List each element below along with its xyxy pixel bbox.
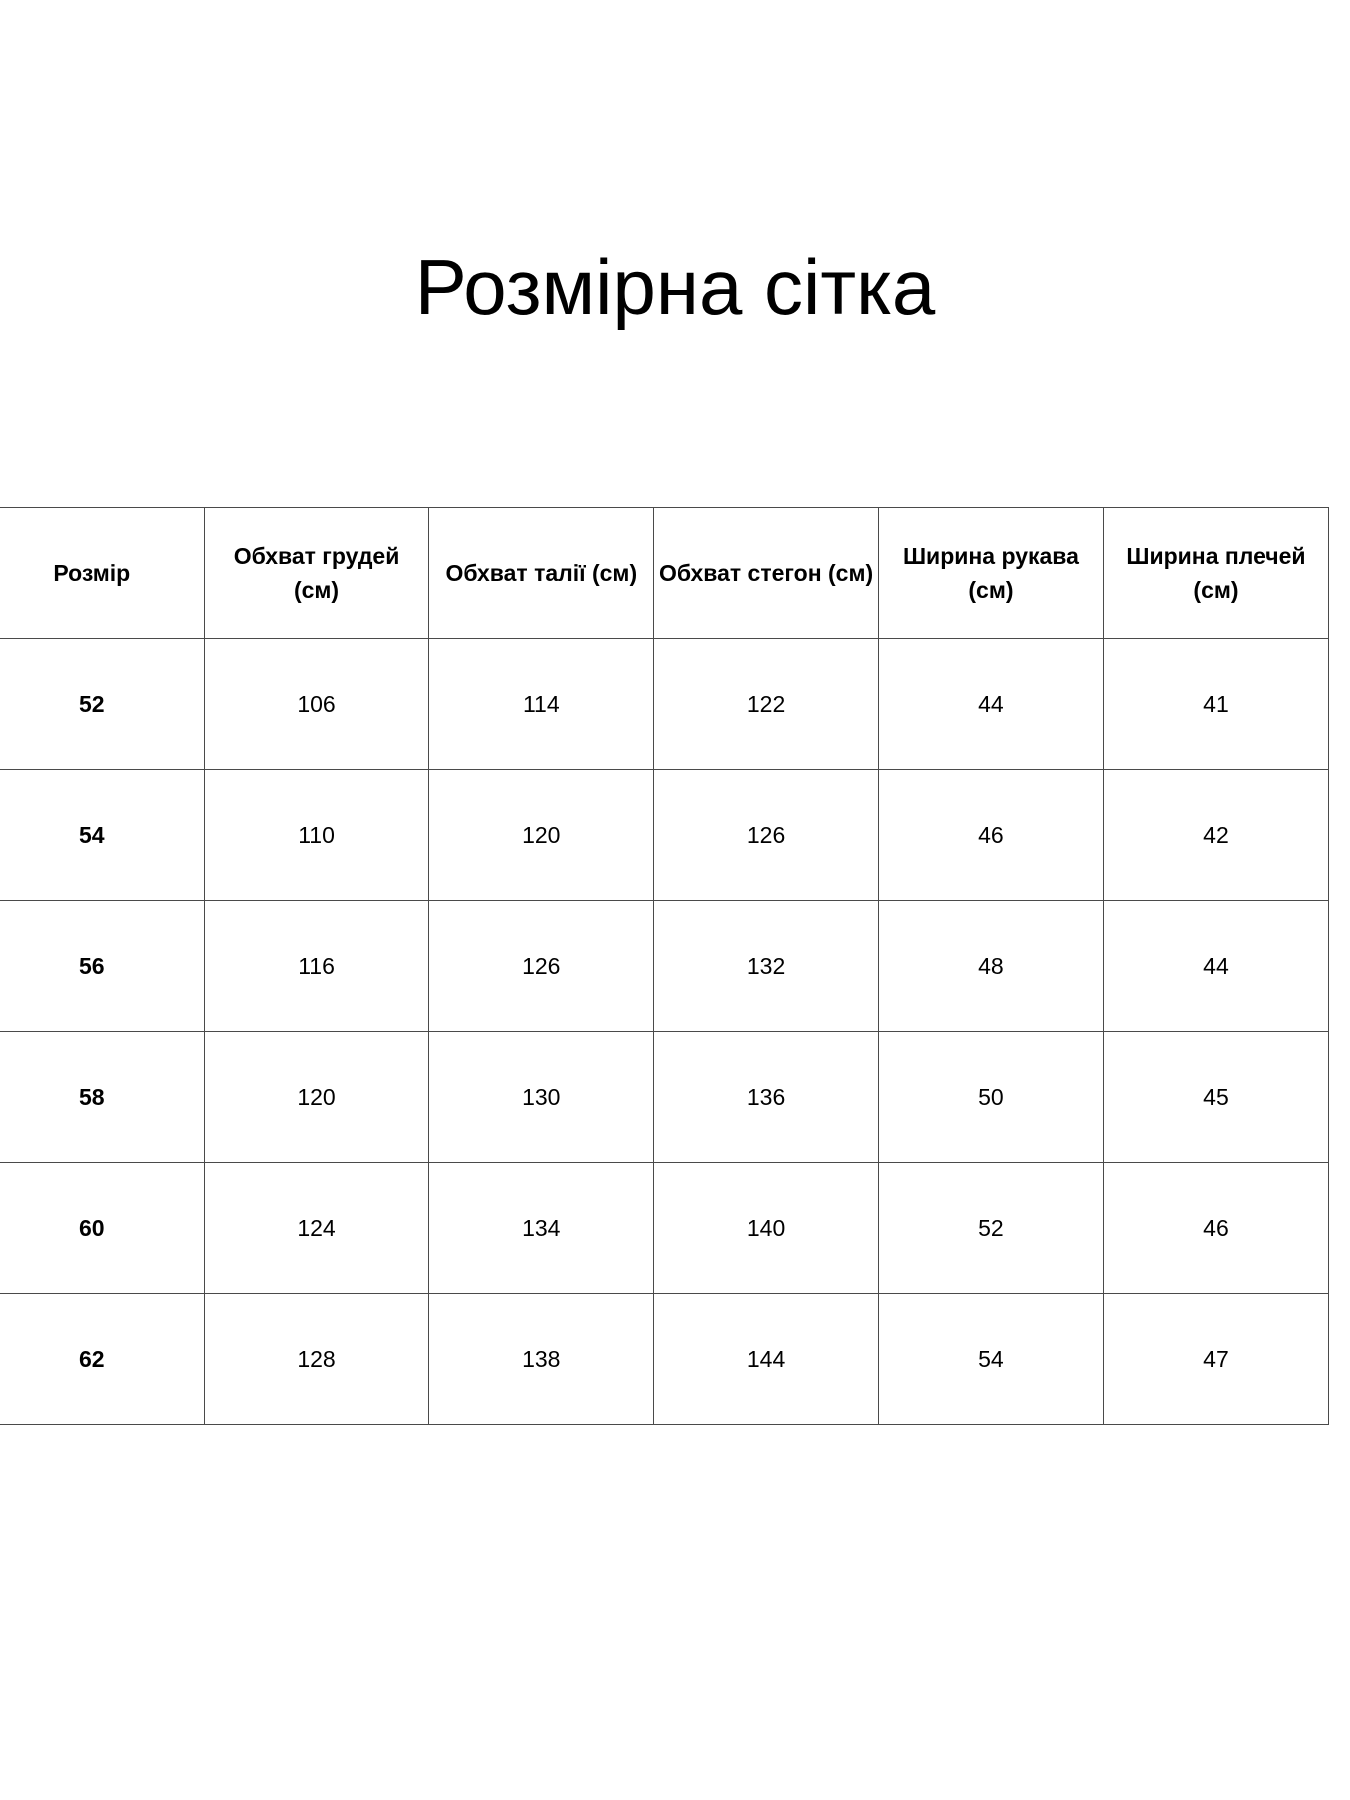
waist-value: 114 (429, 639, 654, 770)
shoulder-width-value: 44 (1103, 901, 1328, 1032)
hips-value: 144 (654, 1294, 879, 1425)
hips-value: 126 (654, 770, 879, 901)
header-sleeve-width: Ширина рукава (см) (878, 508, 1103, 639)
table-row (0, 1032, 1329, 1163)
table-row (0, 901, 1329, 1032)
sleeve-width-value: 44 (878, 639, 1103, 770)
hips-value: 140 (654, 1163, 879, 1294)
size-value: 60 (0, 1163, 204, 1294)
chest-value: 106 (204, 639, 429, 770)
shoulder-width-value: 47 (1103, 1294, 1328, 1425)
shoulder-width-value: 41 (1103, 639, 1328, 770)
sleeve-width-value: 48 (878, 901, 1103, 1032)
table-row (0, 1294, 1329, 1425)
sleeve-width-value: 54 (878, 1294, 1103, 1425)
chest-value: 124 (204, 1163, 429, 1294)
table-row (0, 770, 1329, 901)
table-header-row (0, 508, 1329, 639)
header-waist: Обхват талії (см) (429, 508, 654, 639)
sleeve-width-value: 52 (878, 1163, 1103, 1294)
size-value: 54 (0, 770, 204, 901)
header-size: Розмір (0, 508, 204, 639)
chest-value: 128 (204, 1294, 429, 1425)
size-value: 56 (0, 901, 204, 1032)
chest-value: 110 (204, 770, 429, 901)
waist-value: 134 (429, 1163, 654, 1294)
waist-value: 138 (429, 1294, 654, 1425)
page-title: Розмірна сітка (414, 243, 936, 331)
shoulder-width-value: 46 (1103, 1163, 1328, 1294)
chest-value: 120 (204, 1032, 429, 1163)
size-value: 58 (0, 1032, 204, 1163)
sleeve-width-value: 46 (878, 770, 1103, 901)
header-hips: Обхват стегон (см) (654, 508, 879, 639)
table-row (0, 639, 1329, 770)
header-chest: Обхват грудей (см) (204, 508, 429, 639)
hips-value: 136 (654, 1032, 879, 1163)
header-shoulder-width: Ширина плечей (см) (1103, 508, 1328, 639)
chest-value: 116 (204, 901, 429, 1032)
waist-value: 130 (429, 1032, 654, 1163)
sleeve-width-value: 50 (878, 1032, 1103, 1163)
size-value: 62 (0, 1294, 204, 1425)
size-value: 52 (0, 639, 204, 770)
waist-value: 126 (429, 901, 654, 1032)
table-row (0, 1163, 1329, 1294)
hips-value: 122 (654, 639, 879, 770)
shoulder-width-value: 42 (1103, 770, 1328, 901)
hips-value: 132 (654, 901, 879, 1032)
waist-value: 120 (429, 770, 654, 901)
size-chart-table (0, 507, 1329, 1425)
shoulder-width-value: 45 (1103, 1032, 1328, 1163)
